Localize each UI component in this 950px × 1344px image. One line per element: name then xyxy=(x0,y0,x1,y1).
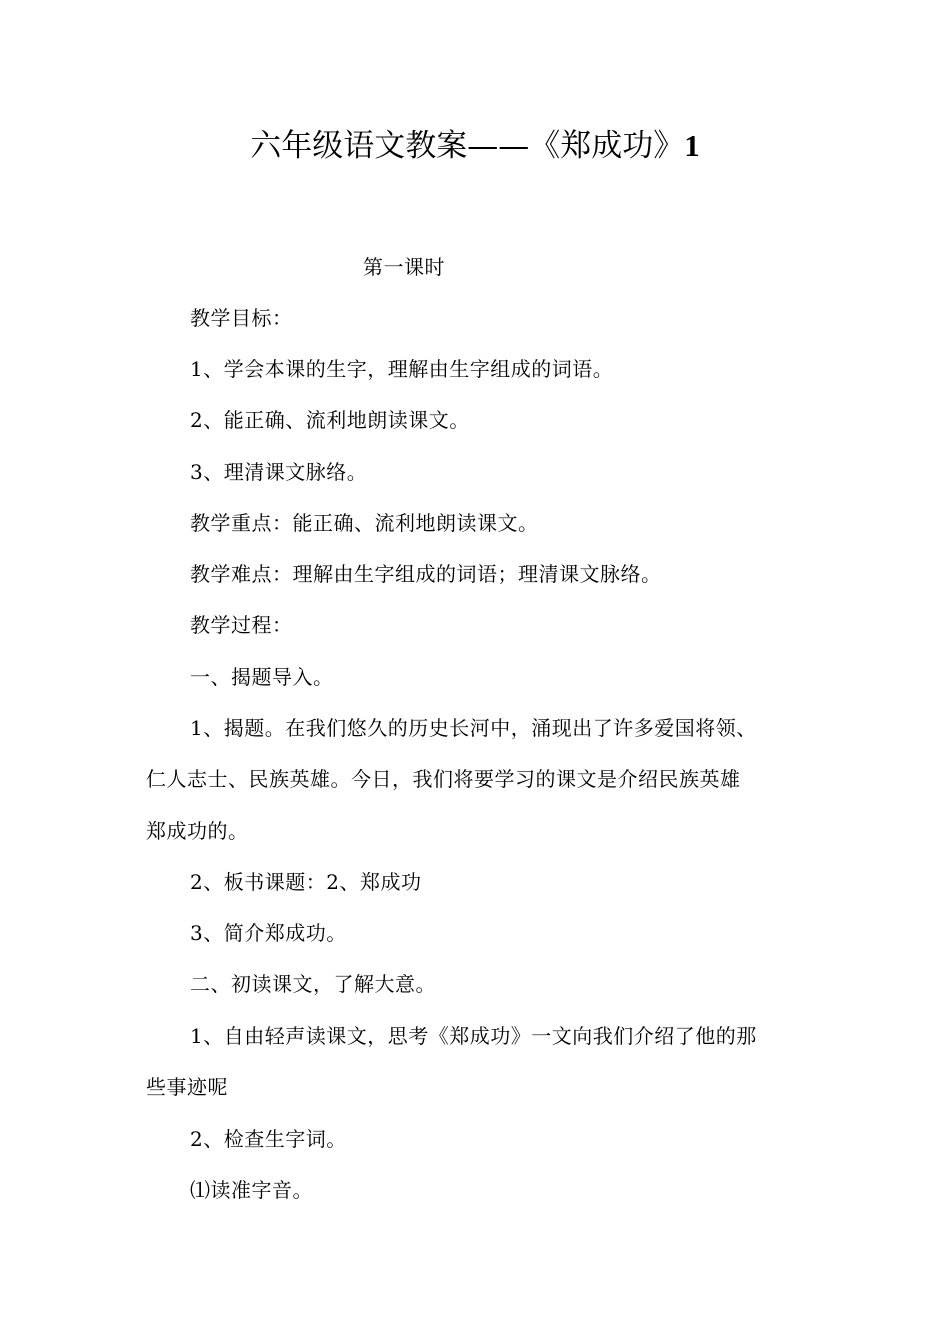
paragraph-line: 2、板书课题：2、郑成功 xyxy=(190,870,422,894)
paragraph-line: ⑴读准字音。 xyxy=(190,1178,313,1202)
teaching-difficulty: 教学难点：理解由生字组成的词语；理清课文脉络。 xyxy=(190,562,662,586)
goal-item-3: 3、理清课文脉络。 xyxy=(190,460,368,484)
section-1-heading: 一、揭题导入。 xyxy=(190,665,334,689)
document-title xyxy=(0,121,950,171)
lesson-period-heading: 第一课时 xyxy=(363,255,445,279)
paragraph-line: 1、揭题。在我们悠久的历史长河中，涌现出了许多爱国将领、 xyxy=(190,716,757,740)
paragraph-line: 1、自由轻声读课文，思考《郑成功》一文向我们介绍了他的那 xyxy=(190,1024,757,1048)
paragraph-line: 2、检查生字词。 xyxy=(190,1127,347,1151)
goal-item-2: 2、能正确、流利地朗读课文。 xyxy=(190,408,470,432)
teaching-process-heading: 教学过程： xyxy=(190,613,293,637)
paragraph-line: 些事迹呢 xyxy=(146,1075,228,1099)
goal-item-1: 1、学会本课的生字，理解由生字组成的词语。 xyxy=(190,357,614,381)
title-number: 1 xyxy=(684,128,700,163)
paragraph-line: 仁人志士、民族英雄。今日，我们将要学习的课文是介绍民族英雄 xyxy=(146,767,741,791)
paragraph-line: 郑成功的。 xyxy=(146,819,249,843)
teaching-focus: 教学重点：能正确、流利地朗读课文。 xyxy=(190,511,539,535)
teaching-goals-heading: 教学目标： xyxy=(190,306,293,330)
title-text: 六年级语文教案——《郑成功》 xyxy=(250,128,685,164)
paragraph-line: 3、简介郑成功。 xyxy=(190,921,347,945)
section-2-heading: 二、初读课文，了解大意。 xyxy=(190,972,436,996)
